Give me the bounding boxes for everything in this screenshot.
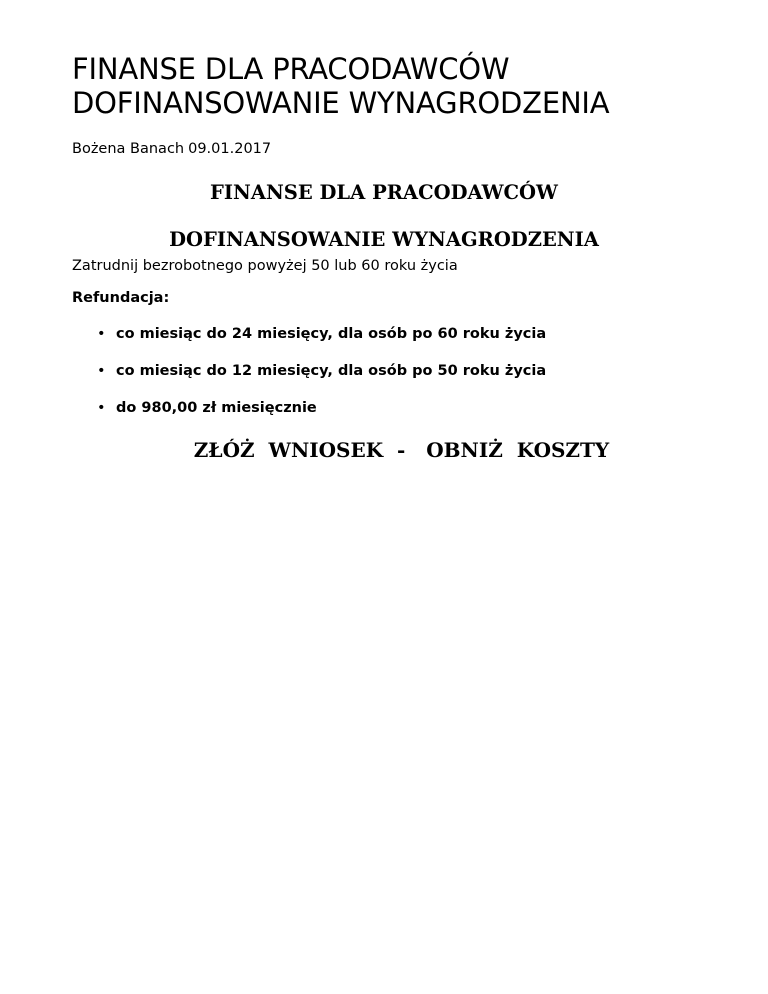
bullet-icon: •: [97, 326, 106, 342]
byline: [72, 140, 696, 158]
benefits-list: [72, 325, 696, 417]
refund-label: Refundacja:: [72, 290, 170, 306]
list-item-text: do 980,00 zł miesięcznie: [116, 400, 317, 416]
bullet-icon: •: [97, 363, 106, 379]
list-item: [72, 325, 696, 343]
document-page: [72, 0, 696, 462]
document-title-line1: FINANSE DLA PRACODAWCÓW: [72, 52, 510, 86]
section-heading-finanse: FINANSE DLA PRACODAWCÓW: [210, 181, 558, 204]
list-item: [72, 362, 696, 380]
author-name: Bożena Banach: [72, 141, 185, 157]
intro-text: Zatrudnij bezrobotnego powyżej 50 lub 60 roku życia: [72, 258, 458, 274]
document-title: [72, 52, 696, 120]
list-item: [72, 399, 696, 417]
list-item-text: co miesiąc do 24 miesięcy, dla osób po 60 roku życia: [116, 326, 547, 342]
publish-date: 09.01.2017: [188, 141, 272, 157]
document-title-line2: DOFINANSOWANIE WYNAGRODZENIA: [72, 86, 610, 120]
bullet-icon: •: [97, 400, 106, 416]
list-item-text: co miesiąc do 12 miesięcy, dla osób po 50 roku życia: [116, 363, 547, 379]
call-to-action: ZŁÓŻ WNIOSEK - OBNIŻ KOSZTY: [193, 438, 610, 462]
section-heading-dofinansowanie: DOFINANSOWANIE WYNAGRODZENIA: [169, 228, 599, 251]
